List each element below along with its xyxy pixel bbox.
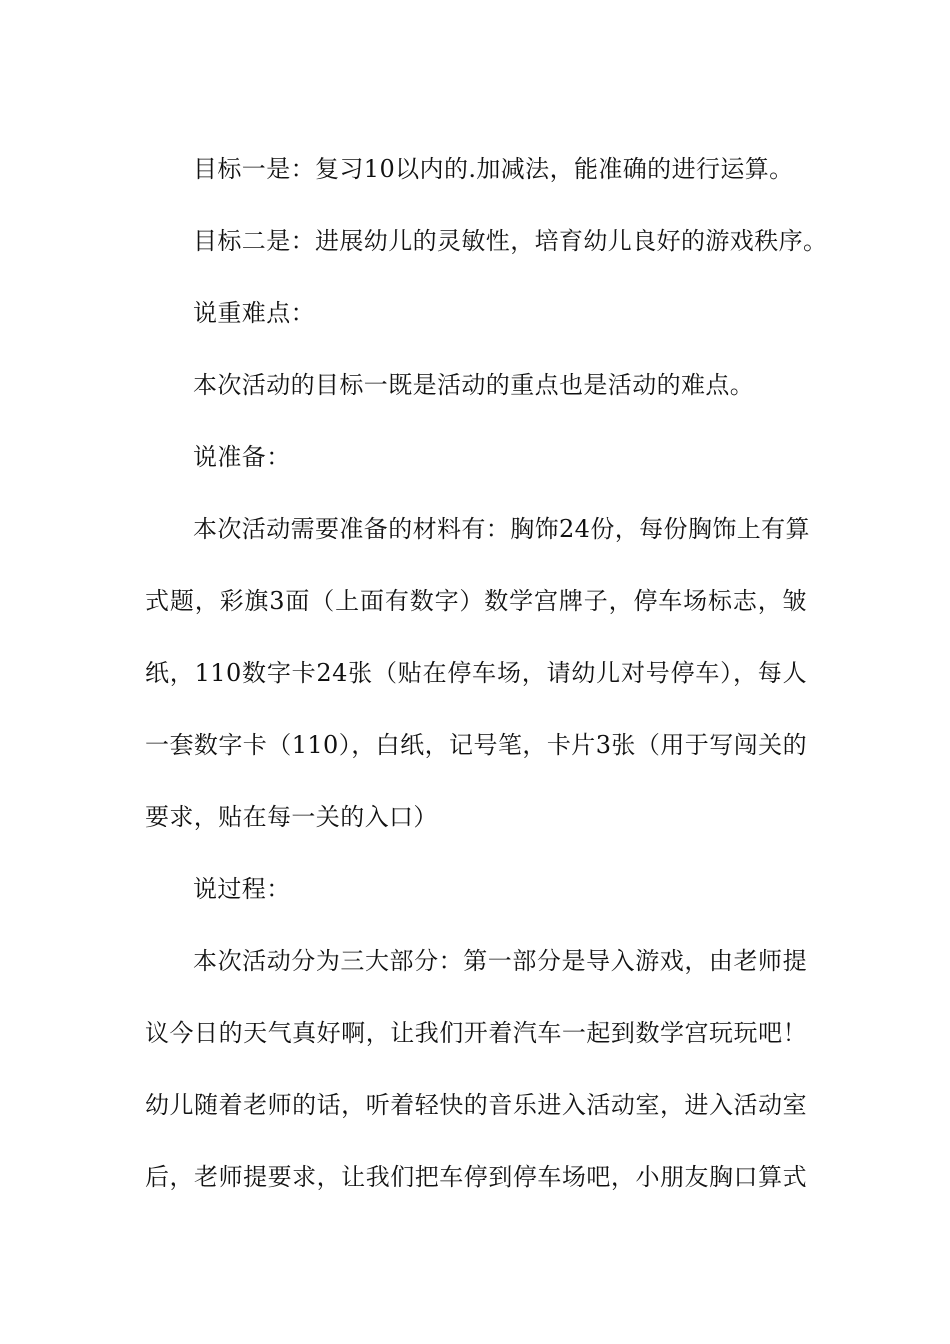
text-line: 目标二是：进展幼儿的灵敏性，培育幼儿良好的游戏秩序。 [193,227,828,255]
text-line: 本次活动分为三大部分：第一部分是导入游戏，由老师提 [193,947,807,975]
text-line: 本次活动需要准备的材料有：胸饰24份，每份胸饰上有算 [193,515,810,543]
text-line: 幼儿随着老师的话，听着轻快的音乐进入活动室，进入活动室 [145,1091,807,1119]
text-line: 一套数字卡（110），白纸，记号笔，卡片3张（用于写闯关的 [145,731,807,759]
text-line: 说重难点： [193,299,315,327]
paragraph-process [145,925,807,1213]
heading-process [145,853,807,925]
paragraph-key-points [145,349,807,421]
text-line: 纸，110数字卡24张（贴在停车场，请幼儿对号停车），每人 [145,659,807,687]
paragraph-goal-two [145,205,828,277]
text-line: 议今日的天气真好啊，让我们开着汽车一起到数学宫玩玩吧！ [145,1019,807,1047]
text-line: 说过程： [193,875,291,903]
text-line: 说准备： [193,443,291,471]
paragraph-goal-one [145,133,807,205]
text-line: 要求，贴在每一关的入口） [145,803,438,831]
text-line: 目标一是：复习10以内的.加减法，能准确的进行运算。 [193,155,794,183]
heading-key-points [145,277,807,349]
document-body [145,133,828,1213]
text-line: 本次活动的目标一既是活动的重点也是活动的难点。 [193,371,755,399]
heading-preparation [145,421,807,493]
text-line: 式题，彩旗3面（上面有数字）数学宫牌子，停车场标志，皱 [145,587,807,615]
text-line: 后，老师提要求，让我们把车停到停车场吧，小朋友胸口算式 [145,1163,807,1191]
paragraph-preparation [145,493,810,853]
